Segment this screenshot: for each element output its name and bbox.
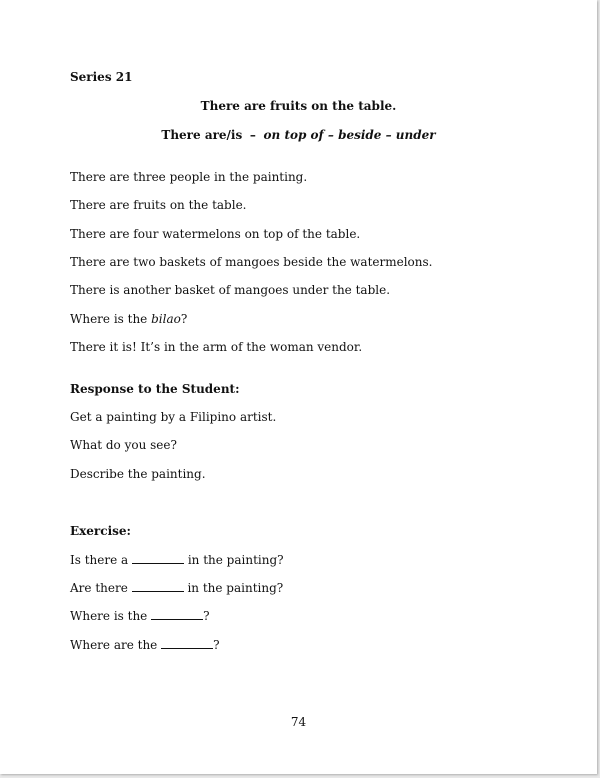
where-sentence bbox=[70, 312, 187, 326]
exercise-item-4 bbox=[70, 637, 220, 652]
series-label: Series 21 bbox=[70, 70, 133, 84]
exercise-item-2 bbox=[70, 580, 283, 595]
response-item-1: Get a painting by a Filipino artist. bbox=[70, 410, 277, 424]
sentence-3: There are four watermelons on top of the table. bbox=[70, 227, 361, 241]
exercise-4-after: ? bbox=[213, 638, 220, 652]
page-title: There are fruits on the table. bbox=[200, 99, 397, 113]
subtitle-lead: There are/is bbox=[161, 128, 243, 142]
exercise-1-after: in the painting? bbox=[184, 553, 284, 567]
sentence-2: There are fruits on the table. bbox=[70, 198, 247, 212]
exercise-3-before: Where is the bbox=[70, 609, 152, 623]
exercise-item-3 bbox=[70, 608, 210, 623]
exercise-2-before: Are there bbox=[70, 581, 132, 595]
exercise-2-after: in the painting? bbox=[183, 581, 284, 595]
response-item-2: What do you see? bbox=[70, 438, 177, 452]
response-heading: Response to the Student: bbox=[70, 382, 240, 396]
exercise-1-blank[interactable] bbox=[132, 552, 184, 564]
exercise-heading: Exercise: bbox=[70, 524, 131, 538]
where-prefix: Where is the bbox=[70, 312, 152, 326]
subtitle-focus: on top of – beside – under bbox=[263, 128, 436, 142]
page-number: 74 bbox=[290, 715, 307, 729]
response-item-3: Describe the painting. bbox=[70, 467, 206, 481]
where-suffix: ? bbox=[180, 312, 188, 326]
where-word: bilao bbox=[151, 312, 181, 326]
sentence-5: There is another basket of mangoes under the table. bbox=[70, 283, 391, 297]
exercise-item-1 bbox=[70, 552, 284, 567]
sentence-4: There are two baskets of mangoes beside the watermelons. bbox=[70, 255, 433, 269]
exercise-3-after: ? bbox=[203, 609, 210, 623]
exercise-3-blank[interactable] bbox=[151, 608, 203, 620]
page-subtitle bbox=[0, 128, 597, 142]
exercise-4-blank[interactable] bbox=[161, 637, 213, 649]
subtitle-dash: – bbox=[249, 128, 256, 142]
answer-sentence: There it is! It’s in the arm of the woman vendor. bbox=[70, 340, 363, 354]
exercise-2-blank[interactable] bbox=[132, 580, 184, 592]
sentence-1: There are three people in the painting. bbox=[70, 170, 308, 184]
exercise-4-before: Where are the bbox=[70, 638, 162, 652]
exercise-1-before: Is there a bbox=[70, 553, 132, 567]
